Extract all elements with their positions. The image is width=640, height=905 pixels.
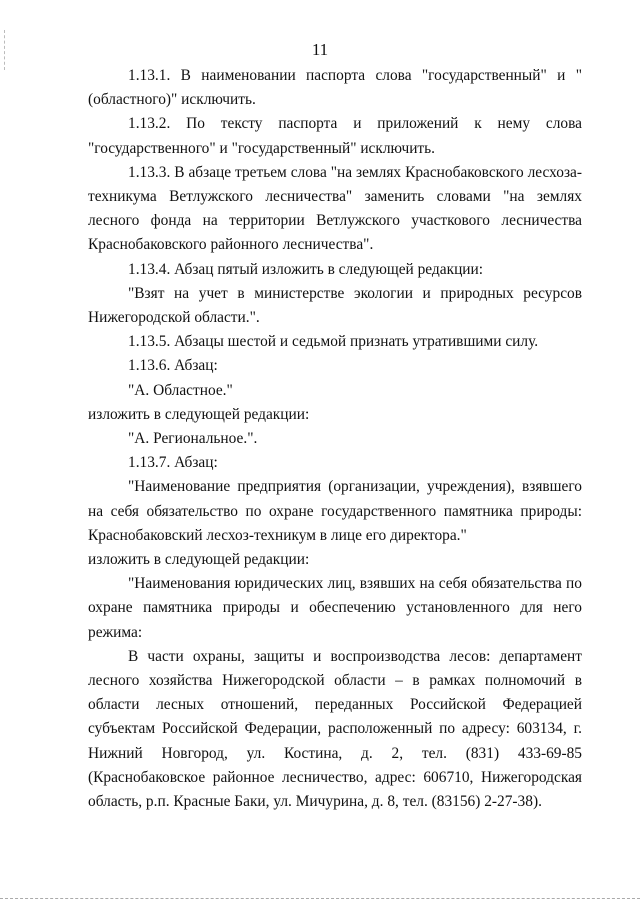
paragraph-1-13-4: 1.13.4. Абзац пятый изложить в следующей редакции: — [128, 260, 484, 278]
document-body — [88, 64, 582, 814]
paragraph-1-13-2: 1.13.2. По тексту паспорта и приложений к нему слова "государственного" и "государственный" исключить. — [88, 115, 582, 157]
paragraph-1-13-7: 1.13.7. Абзац: — [128, 454, 218, 472]
paragraph-1-13-6: 1.13.6. Абзац: — [128, 357, 218, 375]
scan-edge-bottom — [0, 898, 640, 899]
page-number: 11 — [311, 40, 329, 59]
quote-regional-old: "А. Областное." — [128, 381, 233, 399]
paragraph-1-13-3: 1.13.3. В абзаце третьем слова "на землях Краснобаковского лесхоза-техникума Ветлужского лесничества" заменить словами "на землях лесного фонда на территории Ветлужского участкового лесничества Краснобаковского районного лесничества". — [88, 163, 582, 254]
paragraph-restate-1: изложить в следующей редакции: — [88, 405, 310, 423]
paragraph-forest-protection: В части охраны, защиты и воспроизводства лесов: департамент лесного хозяйства Нижегородской области – в рамках полномочий в области лесных отношений, переданных Российской Федерацией субъектам Российской Федерации, расположенный по адресу: 603134, г. Нижний Новгород, ул. Костина, д. 2, тел. (831) 433-69-85 (Краснобаковское районное лесничество, адрес: 606710, Нижегородская область, р.п. Красные Баки, ул. Мичурина, д. 8, тел. (83156) 2-27-38). — [88, 647, 582, 811]
paragraph-1-13-1: 1.13.1. В наименовании паспорта слова "государственный" и "(областного)" исключить. — [88, 67, 582, 109]
paragraph-restate-2: изложить в следующей редакции: — [88, 551, 310, 569]
quote-enterprise-old: "Наименование предприятия (организации, учреждения), взявшего на себя обязательство по охране государственного памятника природы: Краснобаковский лесхоз-техникум в лице его директора." — [88, 478, 582, 544]
paragraph-1-13-5: 1.13.5. Абзацы шестой и седьмой признать утратившими силу. — [128, 333, 539, 351]
quote-regional-new: "А. Региональное.". — [128, 430, 258, 448]
quote-registered: "Взят на учет в министерстве экологии и природных ресурсов Нижегородской области.". — [88, 284, 582, 327]
quote-legal-entities: "Наименования юридических лиц, взявших на себя обязательства по охране памятника природы и обеспечению установленного для него режима: — [88, 575, 582, 641]
